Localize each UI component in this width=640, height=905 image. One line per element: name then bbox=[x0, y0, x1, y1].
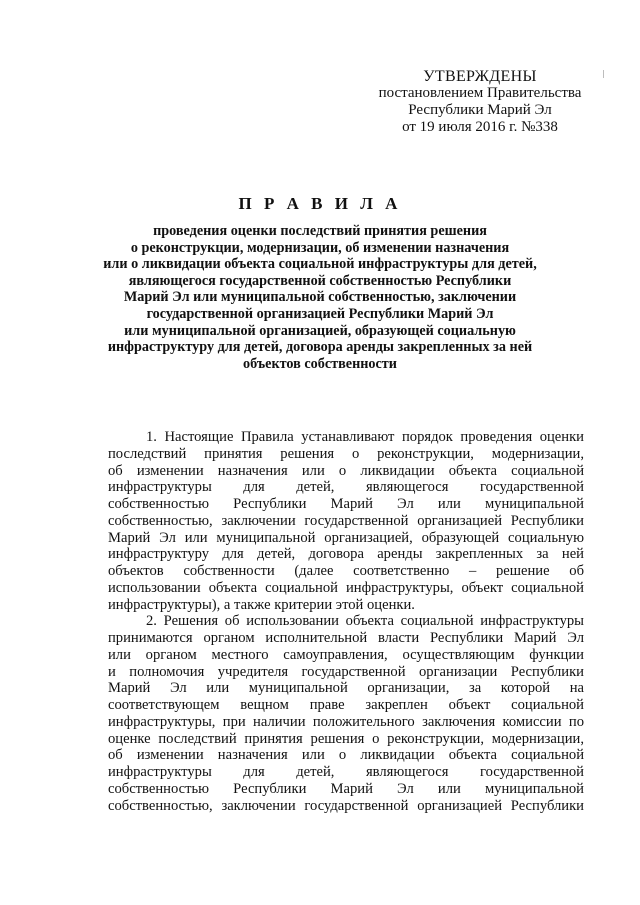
subtitle-line: объектов собственности bbox=[243, 355, 397, 372]
paragraph-2-line: инфраструктуры, при наличии положительного заключения комиссии по bbox=[108, 713, 584, 730]
subtitle-line: или муниципальной организацией, образующей социальную bbox=[124, 322, 516, 339]
paragraph-1-line: Марий Эл или муниципальной организацией, образующей социальную bbox=[108, 529, 584, 546]
paragraph-1-line: использовании объекта социальной инфраструктуры, объект социальной bbox=[108, 579, 584, 596]
paragraph-1-line: собственностью, заключении государственной организацией Республики bbox=[108, 512, 584, 529]
paragraph-1-line: последствий принятия решения о реконструкции, модернизации, bbox=[108, 445, 584, 462]
subtitle-line: или о ликвидации объекта социальной инфраструктуры для детей, bbox=[103, 256, 537, 273]
paragraph-2-line: об изменении назначения или о ликвидации объекта социальной bbox=[108, 747, 584, 764]
subtitle-line: о реконструкции, модернизации, об изменении назначения bbox=[130, 239, 510, 256]
paragraph-2-line: или органом местного самоуправления, осуществляющим функции bbox=[108, 646, 584, 663]
paragraph-1-line: инфраструктуры для детей, являющегося государственной bbox=[108, 479, 584, 496]
paragraph-1-line: инфраструктуру для детей, договора аренды закрепленных за ней bbox=[108, 546, 584, 563]
approval-stamp bbox=[360, 68, 600, 136]
subtitle-line: являющегося государственной собственностью Республики bbox=[128, 272, 512, 289]
paragraph-1-line: объектов собственности (далее соответственно – решение об bbox=[108, 563, 584, 579]
paragraph-1-line: инфраструктуры), а также критерии этой оценки. bbox=[108, 596, 415, 613]
paragraph-1-line: 1. Настоящие Правила устанавливают порядок проведения оценки bbox=[146, 429, 584, 445]
paragraph-2-line: оценке последствий принятия решения о реконструкции, модернизации, bbox=[108, 730, 584, 747]
paragraph-1-line: об изменении назначения или о ликвидации объекта социальной bbox=[108, 462, 584, 479]
document-subtitle bbox=[70, 223, 570, 372]
subtitle-line: инфраструктуру для детей, договора аренды закрепленных за ней bbox=[107, 339, 533, 356]
paragraph-1-line: собственностью Республики Марий Эл или муниципальной bbox=[108, 496, 584, 512]
approval-authority: Республики Марий Эл bbox=[408, 102, 552, 118]
paragraph-2-line: собственностью, заключении государственной организацией Республики bbox=[108, 797, 584, 814]
document-title: П Р А В И Л А bbox=[238, 194, 402, 213]
paragraph-2-line: принимаются органом исполнительной власти Республики Марий Эл bbox=[108, 630, 584, 646]
approval-by: постановлением Правительства bbox=[378, 85, 582, 101]
paragraph-2-line: собственностью Республики Марий Эл или муниципальной bbox=[108, 780, 584, 797]
subtitle-line: Марий Эл или муниципальной собственностью, заключении bbox=[123, 289, 517, 306]
approval-title: УТВЕРЖДЕНЫ bbox=[423, 68, 537, 85]
paragraph-2-line: соответствующем вещном праве закреплен объект социальной bbox=[108, 697, 584, 713]
subtitle-line: проведения оценки последствий принятия решения bbox=[153, 223, 487, 239]
paragraph-2-line: и полномочия учредителя государственной организации Республики bbox=[108, 663, 584, 680]
paragraph-2-line: 2. Решения об использовании объекта социальной инфраструктуры bbox=[146, 613, 584, 630]
paragraph-2-line: инфраструктуры для детей, являющегося государственной bbox=[108, 764, 584, 780]
paragraph-2-line: Марий Эл или муниципальной организации, за которой на bbox=[108, 680, 584, 697]
margin-mark bbox=[603, 70, 604, 78]
document-body bbox=[108, 429, 584, 814]
subtitle-line: государственной организацией Республики Марий Эл bbox=[146, 305, 494, 322]
approval-date-number: от 19 июля 2016 г. №338 bbox=[402, 119, 558, 135]
